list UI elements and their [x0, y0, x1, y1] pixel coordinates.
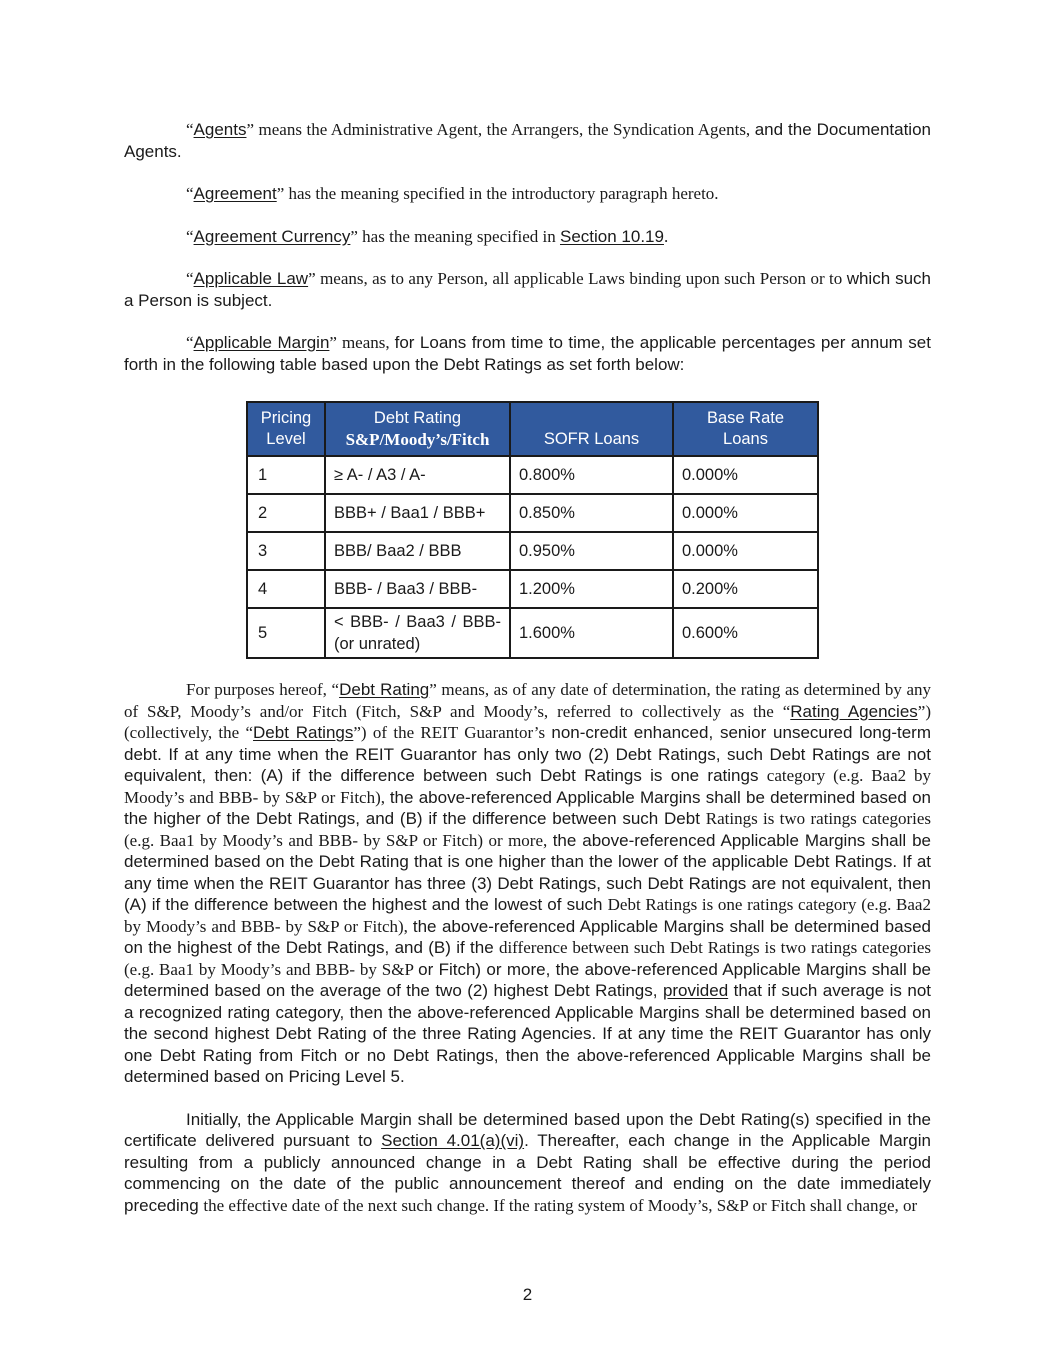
- text-run: Applicable Law: [193, 269, 309, 288]
- header-base-rate-loans: [673, 402, 818, 456]
- definition-applicable-margin: [124, 332, 931, 375]
- text-run: Agents: [193, 120, 247, 139]
- text-run: and the Documentation Agents.: [124, 120, 931, 161]
- page-number: 2: [522, 1285, 533, 1304]
- document-body: [124, 119, 931, 1237]
- sofr-loans-cell: 0.800%: [510, 456, 673, 494]
- text-run: ”) (collectively, the “: [124, 701, 931, 742]
- table-row: [247, 570, 818, 608]
- text-run: “: [186, 184, 194, 203]
- table-row: [247, 456, 818, 494]
- text-run: ” means,: [329, 333, 395, 352]
- pricing-level-cell: 3: [247, 532, 325, 570]
- definition-agreement: [124, 183, 931, 205]
- text-run: the above-referenced Applicable Margins shall be determined based on the highest of the Debt Ratings, and (B) if the: [124, 916, 931, 957]
- header-line: Pricing: [260, 409, 312, 427]
- header-line: Debt Rating: [373, 409, 462, 427]
- base-rate-cell: 0.000%: [673, 456, 818, 494]
- pricing-level-cell: 2: [247, 494, 325, 532]
- text-run: ” means, as of any date of determination, the rating as determined by any of S&P, Moody’s and/or Fitch (Fitch, S&P and Moody’s, referred to collectively as the “: [124, 680, 931, 721]
- text-run: which such a Person is subject.: [124, 269, 931, 310]
- base-rate-cell: 0.200%: [673, 570, 818, 608]
- text-run: Debt Ratings is one ratings category (e.g. Baa2 by Moody’s and BBB- by S&P or Fitch),: [124, 895, 931, 936]
- text-run: “: [186, 120, 194, 139]
- text-run: Debt Ratings: [253, 723, 354, 742]
- header-sofr-loans: [510, 402, 673, 456]
- header-line: Loans: [723, 430, 768, 448]
- text-run: ”) of the REIT Guarantor’s: [353, 723, 552, 742]
- text-run: ” has the meaning specified in: [350, 226, 560, 246]
- text-run: “: [186, 333, 194, 352]
- text-run: Ratings is two ratings categories (e.g. Baa1 by Moody’s and BBB- by S&P or Fitch) or more,: [124, 809, 931, 850]
- text-run: that if such average is not a recognized rating category, then the above-referenced Applicable Margins shall be determined based on the second highest Debt Rating of the three Rating Agencies. If at any time the REIT Guarantor has only one Debt Rating from Fitch or no Debt Ratings, then the above-referenced Applicable Margins shall be determined based on Pricing Level 5.: [124, 981, 931, 1086]
- header-line: Level: [266, 430, 306, 448]
- sofr-loans-cell: 0.950%: [510, 532, 673, 570]
- base-rate-cell: 0.600%: [673, 608, 818, 658]
- header-line-agencies: S&P/Moody’s/Fitch: [345, 430, 490, 449]
- text-run: .: [663, 226, 669, 246]
- debt-rating-cell: < BBB- / Baa3 / BBB- (or unrated): [325, 608, 510, 658]
- text-run: the above-referenced Applicable Margins shall be determined based on the Debt Rating that is one higher than the lower of the applicable Debt Ratings. If at any time when the REIT Guarantor has three (3) Debt Ratings, such Debt Ratings are not equivalent, then (A) if the difference between the highest and the lowest of such: [124, 830, 931, 914]
- pricing-table: [246, 401, 819, 659]
- sofr-loans-cell: 1.600%: [510, 608, 673, 658]
- debt-rating-cell: ≥ A- / A3 / A-: [325, 456, 510, 494]
- paragraph-initial-margin: [124, 1109, 931, 1217]
- text-run: Applicable Margin: [193, 333, 330, 352]
- pricing-level-cell: 1: [247, 456, 325, 494]
- table-row: [247, 494, 818, 532]
- header-line: SOFR Loans: [543, 430, 640, 448]
- table-row: [247, 608, 818, 658]
- text-run: Section 10.19: [560, 226, 664, 246]
- text-run: Debt Rating: [339, 680, 430, 699]
- table-row: [247, 532, 818, 570]
- text-run: ” means, as to any Person, all applicable Laws binding upon such Person or to: [308, 269, 847, 288]
- text-run: “: [186, 226, 194, 246]
- text-run: the above-referenced Applicable Margins shall be determined based on the higher of the Debt Ratings, and (B) if the difference between such Debt: [124, 787, 931, 828]
- definition-applicable-law: [124, 268, 931, 311]
- base-rate-cell: 0.000%: [673, 494, 818, 532]
- sofr-loans-cell: 1.200%: [510, 570, 673, 608]
- text-run: non-credit enhanced, senior unsecured long-term debt. If at any time when the REIT Guarantor has only two (2) Debt Ratings, such Debt Ratings are not equivalent, then: (A) if the difference between such Debt Ratings is one ratings: [124, 723, 931, 785]
- pricing-level-cell: 5: [247, 608, 325, 658]
- pricing-table-header-row: [247, 402, 818, 456]
- debt-rating-cell: BBB- / Baa3 / BBB-: [325, 570, 510, 608]
- text-run: Agreement Currency: [193, 226, 351, 246]
- paragraph-debt-rating-definition: [124, 679, 931, 1088]
- text-run: provided: [662, 981, 729, 1000]
- text-run: Section 4.01(a)(vi): [381, 1131, 525, 1150]
- sofr-loans-cell: 0.850%: [510, 494, 673, 532]
- text-run: Agreement: [193, 184, 277, 203]
- definition-agreement-currency: [124, 226, 931, 248]
- text-run: For purposes hereof, “: [186, 680, 340, 699]
- text-run: . Thereafter, each change in the Applicable Margin resulting from a publicly announced change in a Debt Rating shall be effective during the period commencing on the date of the public announcement thereof and ending on the date immediately preceding: [124, 1131, 931, 1215]
- text-run: Rating Agencies: [790, 701, 918, 721]
- text-run: difference between such Debt Ratings is two ratings categories (e.g. Baa1 by Moody’s and BBB- by S&P: [124, 938, 931, 979]
- debt-rating-cell: BBB+ / Baa1 / BBB+: [325, 494, 510, 532]
- text-run: category (e.g. Baa2 by Moody’s and BBB- by S&P or Fitch),: [124, 766, 931, 807]
- pricing-level-cell: 4: [247, 570, 325, 608]
- text-run: the effective date of the next such change. If the rating system of Moody’s, S&P or Fitch shall change, or: [203, 1195, 918, 1215]
- text-run: Initially, the Applicable Margin shall be determined based upon the Debt Rating(s) specified in the certificate delivered pursuant to: [124, 1109, 931, 1150]
- debt-rating-cell: BBB/ Baa2 / BBB: [325, 532, 510, 570]
- text-run: ” has the meaning specified in the introductory paragraph hereto.: [276, 184, 719, 203]
- text-run: for Loans from time to time, the applicable percentages per annum set forth in the following table based upon the Debt Ratings as set forth below:: [124, 333, 931, 374]
- header-debt-rating: [325, 402, 510, 456]
- text-run: “: [186, 269, 194, 288]
- base-rate-cell: 0.000%: [673, 532, 818, 570]
- header-line: Base Rate: [706, 409, 785, 427]
- text-run: or Fitch) or more, the above-referenced Applicable Margins shall be determined based on the average of the two (2) highest Debt Ratings,: [124, 959, 931, 1000]
- text-run: ” means the Administrative Agent, the Arrangers, the Syndication Agents,: [246, 120, 755, 139]
- definition-agents: [124, 119, 931, 162]
- header-pricing-level: [247, 402, 325, 456]
